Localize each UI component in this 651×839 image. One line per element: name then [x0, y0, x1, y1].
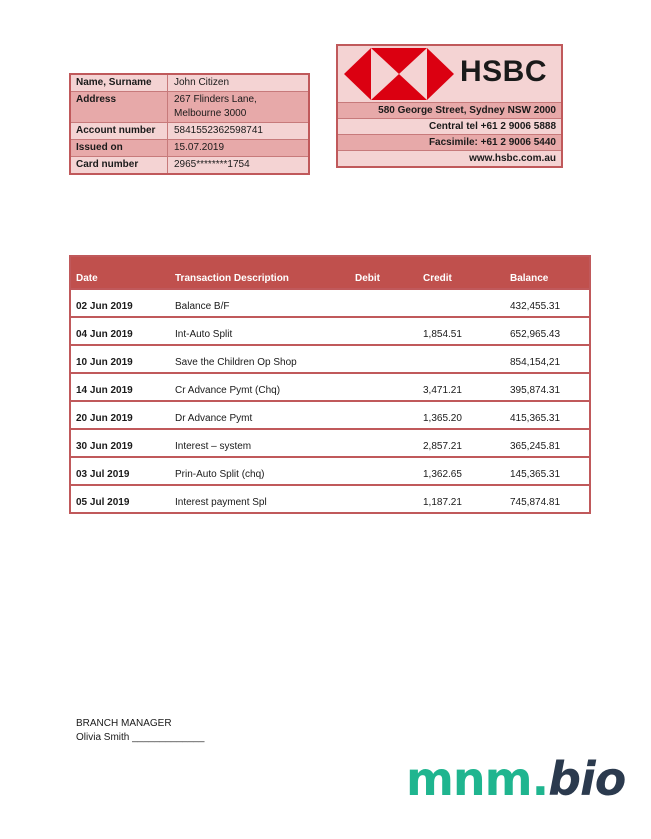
header-balance: Balance	[510, 273, 549, 284]
info-value: 15.07.2019	[174, 142, 225, 153]
customer-info-table	[69, 73, 310, 175]
table-row	[71, 456, 589, 484]
tx-balance: 395,874.31	[510, 385, 561, 396]
tx-description: Dr Advance Pymt	[175, 413, 253, 424]
tx-date: 05 Jul 2019	[76, 497, 130, 508]
table-row	[71, 428, 589, 456]
info-value: John Citizen	[174, 77, 230, 88]
tx-balance: 854,154,21	[510, 357, 561, 368]
watermark-logo	[406, 752, 625, 806]
tx-balance: 652,965.43	[510, 329, 561, 340]
bank-name: HSBC	[460, 55, 548, 88]
info-label: Name, Surname	[71, 75, 168, 91]
bank-fax: Facsimile: +61 2 9006 5440	[338, 135, 561, 151]
tx-credit: 1,854.51	[423, 329, 462, 340]
bank-website: www.hsbc.com.au	[469, 153, 556, 164]
tx-description: Prin-Auto Split (chq)	[175, 469, 265, 480]
table-row	[71, 288, 589, 316]
tx-credit: 3,471.21	[423, 385, 462, 396]
bank-phone: Central tel +61 2 9006 5888	[338, 119, 561, 135]
tx-date: 03 Jul 2019	[76, 469, 130, 480]
info-row-address	[71, 92, 308, 123]
transactions-header	[71, 257, 589, 288]
tx-balance: 415,365.31	[510, 413, 561, 424]
signature-title: BRANCH MANAGER	[76, 718, 172, 729]
tx-date: 10 Jun 2019	[76, 357, 133, 368]
tx-date: 20 Jun 2019	[76, 413, 133, 424]
tx-balance: 745,874.81	[510, 497, 561, 508]
tx-description: Interest – system	[175, 441, 252, 452]
bank-address: 580 George Street, Sydney NSW 2000	[338, 103, 561, 119]
info-label: Issued on	[71, 140, 168, 156]
tx-credit: 1,362.65	[423, 469, 462, 480]
info-label: Account number	[71, 123, 168, 139]
signature-name: Olivia Smith _____________	[76, 732, 205, 743]
tx-date: 14 Jun 2019	[76, 385, 133, 396]
table-row	[71, 316, 589, 344]
table-row	[71, 400, 589, 428]
tx-balance: 365,245.81	[510, 441, 561, 452]
tx-date: 02 Jun 2019	[76, 301, 133, 312]
tx-description: Balance B/F	[175, 301, 230, 312]
table-row	[71, 372, 589, 400]
table-row	[71, 344, 589, 372]
tx-date: 04 Jun 2019	[76, 329, 133, 340]
bank-info-box	[336, 44, 563, 168]
watermark-part2: bio	[548, 752, 626, 806]
tx-credit: 1,187.21	[423, 497, 462, 508]
tx-balance: 145,365.31	[510, 469, 561, 480]
info-row-name	[71, 75, 308, 92]
bank-logo	[338, 46, 561, 103]
info-value: 5841552362598741	[174, 125, 263, 136]
signature-block	[76, 717, 204, 745]
transactions-table	[69, 255, 591, 514]
tx-description: Cr Advance Pymt (Chq)	[175, 385, 281, 396]
hsbc-hexagon-logo-icon	[344, 48, 454, 100]
tx-date: 30 Jun 2019	[76, 441, 133, 452]
tx-description: Save the Children Op Shop	[175, 357, 297, 368]
tx-credit: 1,365.20	[423, 413, 462, 424]
table-row	[71, 484, 589, 512]
header-debit: Debit	[355, 273, 380, 284]
watermark-part1: mnm.	[406, 752, 549, 806]
info-label: Address	[71, 92, 168, 122]
info-row-card	[71, 157, 308, 173]
info-label: Card number	[71, 157, 168, 173]
tx-description: Int-Auto Split	[175, 329, 233, 340]
header-credit: Credit	[423, 273, 452, 284]
tx-description: Interest payment Spl	[175, 497, 267, 508]
info-value: 2965********1754	[174, 159, 250, 170]
info-row-account	[71, 123, 308, 140]
tx-balance: 432,455.31	[510, 301, 561, 312]
info-row-issued	[71, 140, 308, 157]
header-description: Transaction Description	[175, 273, 289, 284]
header-date: Date	[76, 273, 98, 284]
tx-credit: 2,857.21	[423, 441, 462, 452]
info-value: 267 Flinders Lane, Melbourne 3000	[174, 94, 257, 119]
